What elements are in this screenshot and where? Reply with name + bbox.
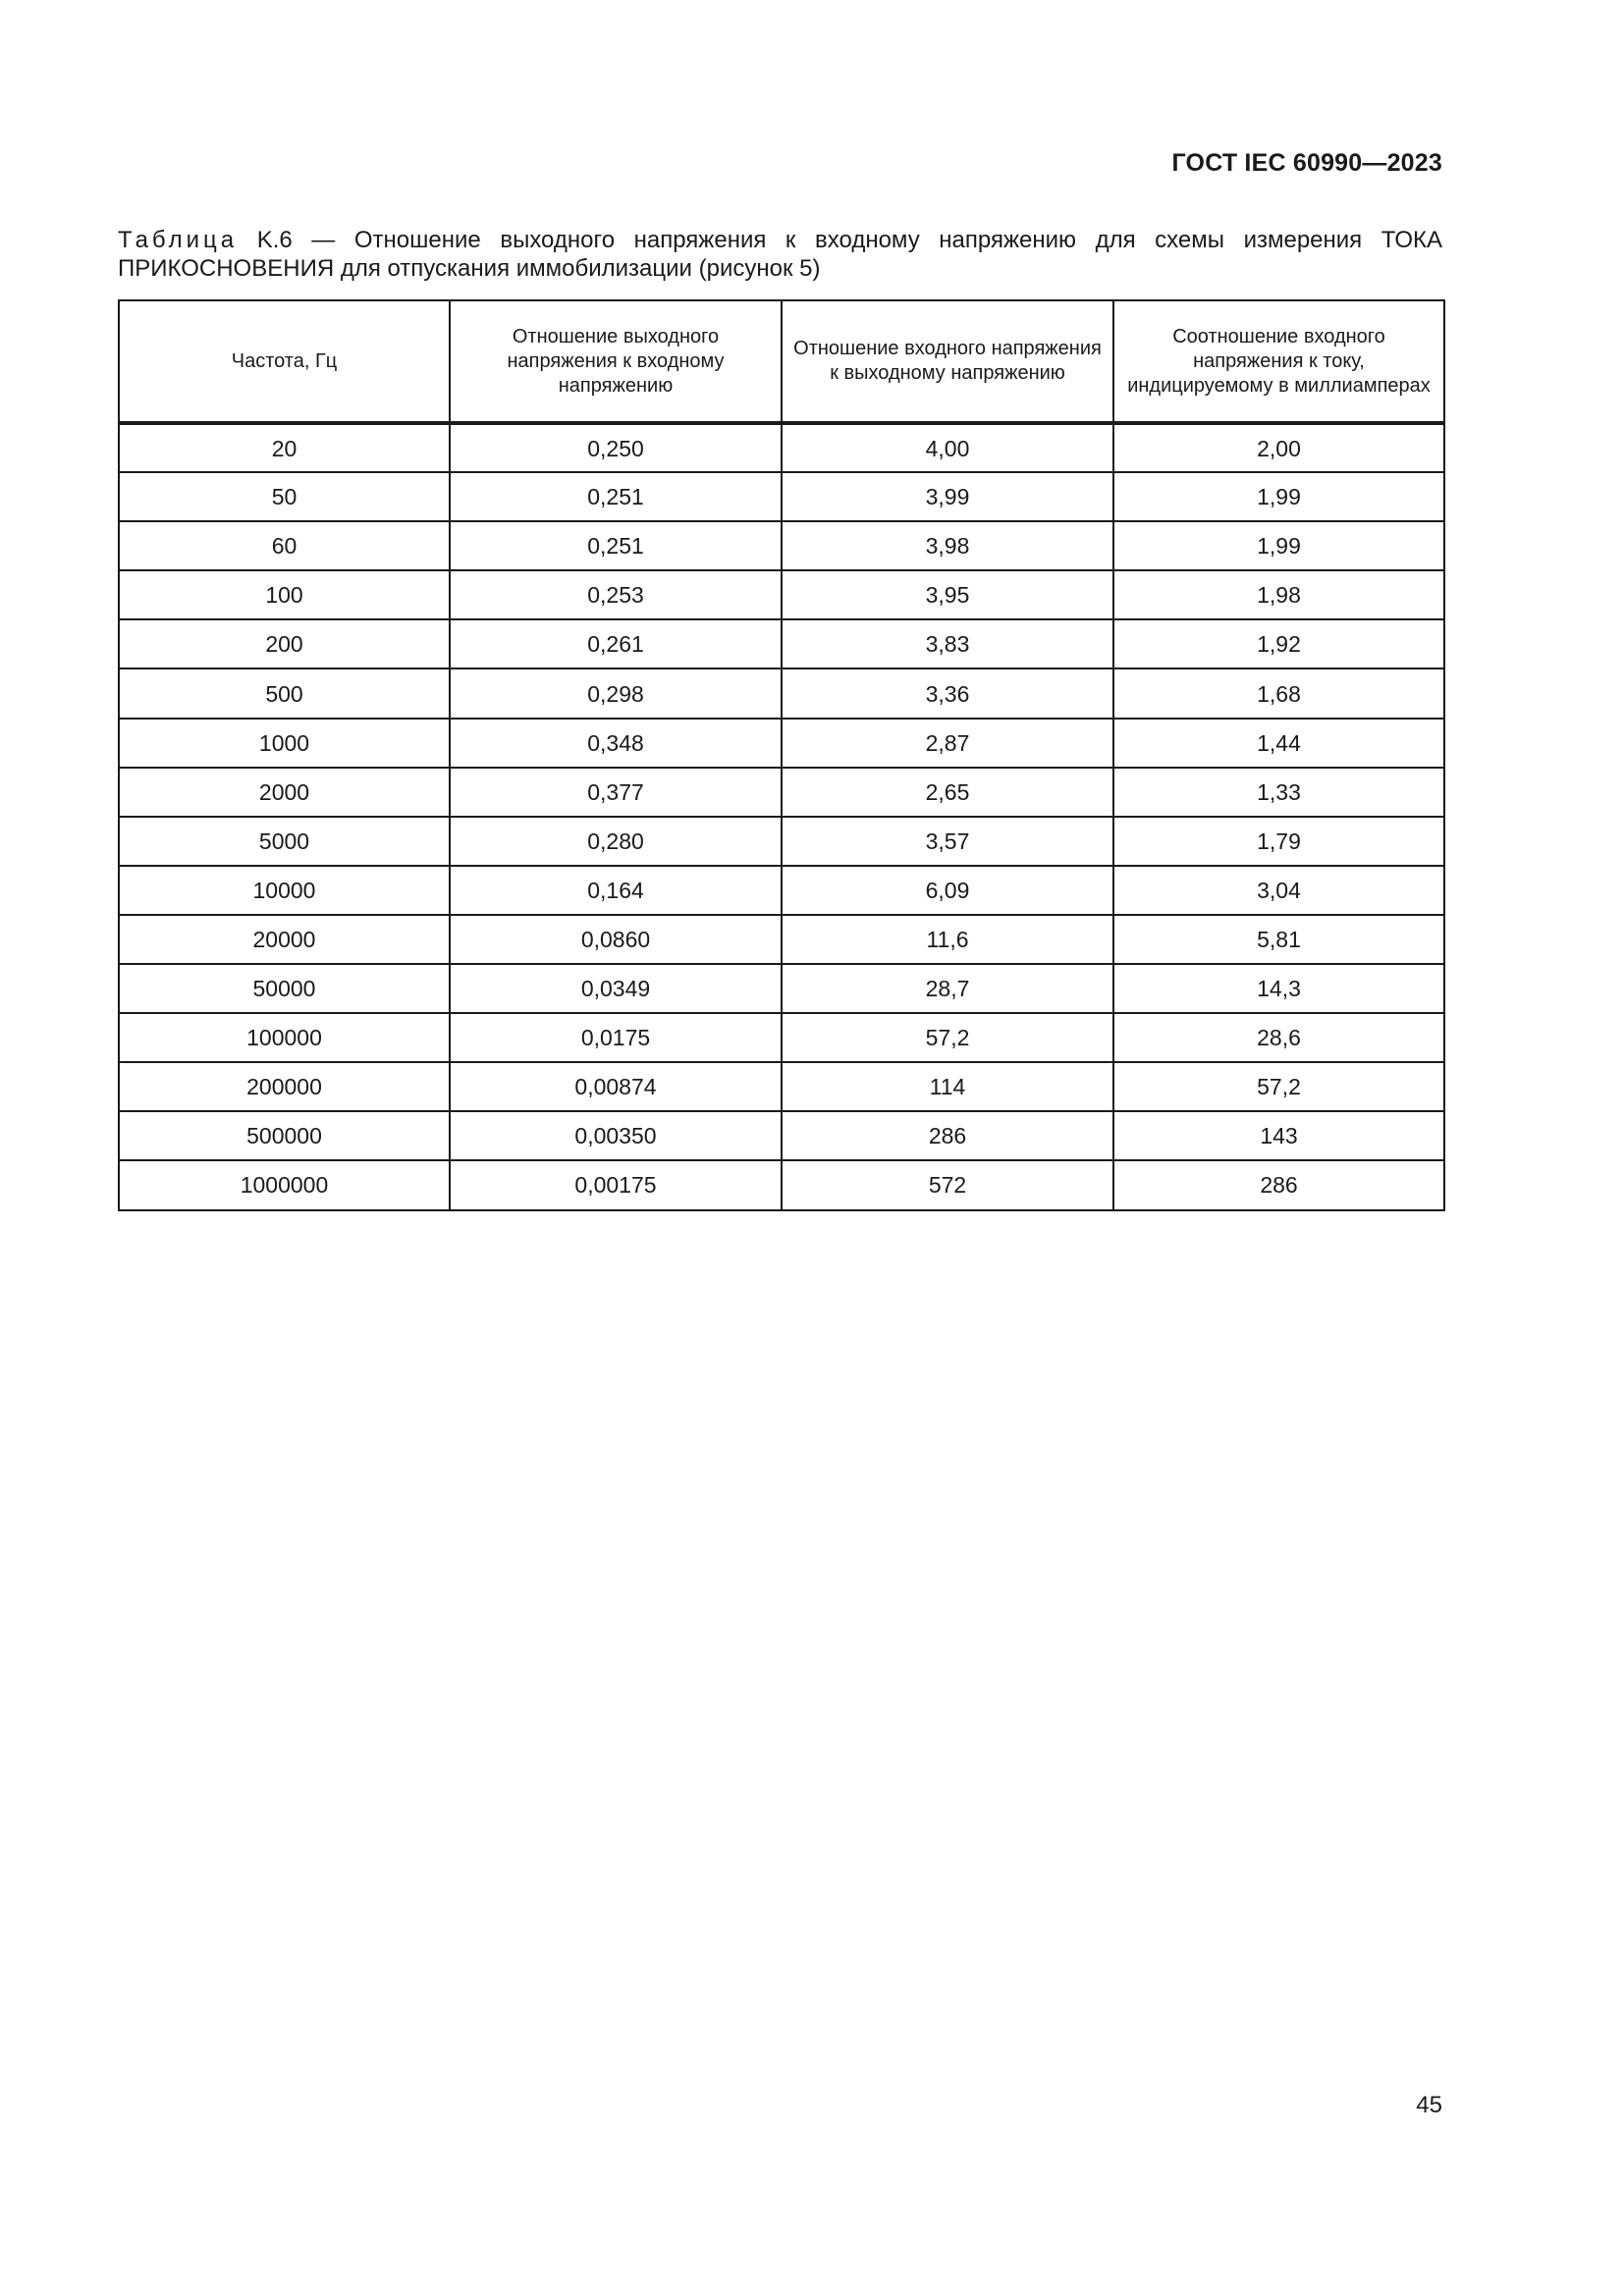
cell-input-output-ratio: 2,87 [782, 719, 1113, 768]
cell-output-input-ratio: 0,00350 [450, 1111, 782, 1160]
table-row [119, 521, 1444, 570]
column-header-output-input-ratio: Отношение выходного напряжения к входному напряжению [450, 300, 782, 423]
cell-frequency: 5000 [119, 817, 450, 866]
table-caption [118, 226, 1442, 283]
cell-output-input-ratio: 0,251 [450, 472, 782, 521]
table-row [119, 915, 1444, 964]
cell-frequency: 10000 [119, 866, 450, 915]
table-body [119, 423, 1444, 1210]
cell-output-input-ratio: 0,298 [450, 668, 782, 718]
table-row [119, 719, 1444, 768]
cell-voltage-current-ratio: 28,6 [1113, 1013, 1444, 1062]
table-row [119, 1062, 1444, 1111]
cell-voltage-current-ratio: 1,98 [1113, 570, 1444, 619]
cell-output-input-ratio: 0,261 [450, 619, 782, 668]
cell-voltage-current-ratio: 1,99 [1113, 472, 1444, 521]
cell-input-output-ratio: 3,36 [782, 668, 1113, 718]
table-row [119, 472, 1444, 521]
column-header-input-output-ratio: Отношение входного напряжения к выходному напряжению [782, 300, 1113, 423]
cell-frequency: 50000 [119, 964, 450, 1013]
cell-frequency: 1000000 [119, 1160, 450, 1209]
cell-frequency: 20000 [119, 915, 450, 964]
page-number: 45 [1416, 2092, 1442, 2118]
cell-input-output-ratio: 114 [782, 1062, 1113, 1111]
cell-voltage-current-ratio: 2,00 [1113, 423, 1444, 472]
cell-output-input-ratio: 0,280 [450, 817, 782, 866]
cell-voltage-current-ratio: 1,44 [1113, 719, 1444, 768]
cell-output-input-ratio: 0,0175 [450, 1013, 782, 1062]
document-standard-header: ГОСТ IEC 60990—2023 [1171, 149, 1442, 177]
cell-voltage-current-ratio: 143 [1113, 1111, 1444, 1160]
table-caption-label: Таблица [118, 227, 239, 253]
cell-output-input-ratio: 0,164 [450, 866, 782, 915]
cell-frequency: 20 [119, 423, 450, 472]
cell-frequency: 500000 [119, 1111, 450, 1160]
cell-output-input-ratio: 0,250 [450, 423, 782, 472]
cell-voltage-current-ratio: 1,33 [1113, 768, 1444, 817]
cell-output-input-ratio: 0,377 [450, 768, 782, 817]
table-row [119, 1160, 1444, 1209]
cell-frequency: 50 [119, 472, 450, 521]
table-row [119, 1111, 1444, 1160]
table-row [119, 964, 1444, 1013]
cell-frequency: 200000 [119, 1062, 450, 1111]
cell-output-input-ratio: 0,253 [450, 570, 782, 619]
column-header-frequency: Частота, Гц [119, 300, 450, 423]
cell-input-output-ratio: 6,09 [782, 866, 1113, 915]
cell-input-output-ratio: 286 [782, 1111, 1113, 1160]
cell-voltage-current-ratio: 14,3 [1113, 964, 1444, 1013]
cell-frequency: 500 [119, 668, 450, 718]
cell-output-input-ratio: 0,348 [450, 719, 782, 768]
cell-input-output-ratio: 3,99 [782, 472, 1113, 521]
cell-input-output-ratio: 572 [782, 1160, 1113, 1209]
cell-input-output-ratio: 2,65 [782, 768, 1113, 817]
cell-output-input-ratio: 0,251 [450, 521, 782, 570]
table-row [119, 817, 1444, 866]
table-row [119, 866, 1444, 915]
table-header-row [119, 300, 1444, 423]
cell-voltage-current-ratio: 1,79 [1113, 817, 1444, 866]
cell-voltage-current-ratio: 1,92 [1113, 619, 1444, 668]
cell-frequency: 2000 [119, 768, 450, 817]
cell-input-output-ratio: 57,2 [782, 1013, 1113, 1062]
cell-input-output-ratio: 28,7 [782, 964, 1113, 1013]
cell-output-input-ratio: 0,0860 [450, 915, 782, 964]
cell-input-output-ratio: 3,83 [782, 619, 1113, 668]
table-row [119, 668, 1444, 718]
cell-output-input-ratio: 0,0349 [450, 964, 782, 1013]
table-row [119, 619, 1444, 668]
cell-input-output-ratio: 4,00 [782, 423, 1113, 472]
cell-voltage-current-ratio: 1,68 [1113, 668, 1444, 718]
cell-voltage-current-ratio: 1,99 [1113, 521, 1444, 570]
ratio-table [118, 299, 1445, 1211]
cell-frequency: 100 [119, 570, 450, 619]
cell-voltage-current-ratio: 286 [1113, 1160, 1444, 1209]
cell-frequency: 200 [119, 619, 450, 668]
table-row [119, 1013, 1444, 1062]
table-row [119, 570, 1444, 619]
cell-input-output-ratio: 3,98 [782, 521, 1113, 570]
cell-voltage-current-ratio: 5,81 [1113, 915, 1444, 964]
table-row [119, 423, 1444, 472]
cell-output-input-ratio: 0,00175 [450, 1160, 782, 1209]
cell-frequency: 60 [119, 521, 450, 570]
cell-frequency: 1000 [119, 719, 450, 768]
table-caption-text: K.6 — Отношение выходного напряжения к входному напряжению для схемы измерения ТОКА ПРИКОСНОВЕНИЯ для отпускания иммобилизации (рисунок 5) [118, 227, 1442, 282]
cell-output-input-ratio: 0,00874 [450, 1062, 782, 1111]
cell-input-output-ratio: 11,6 [782, 915, 1113, 964]
cell-voltage-current-ratio: 3,04 [1113, 866, 1444, 915]
column-header-voltage-current-ratio: Соотношение входного напряжения к току, индицируемому в миллиамперах [1113, 300, 1444, 423]
cell-voltage-current-ratio: 57,2 [1113, 1062, 1444, 1111]
cell-frequency: 100000 [119, 1013, 450, 1062]
cell-input-output-ratio: 3,57 [782, 817, 1113, 866]
table-row [119, 768, 1444, 817]
cell-input-output-ratio: 3,95 [782, 570, 1113, 619]
